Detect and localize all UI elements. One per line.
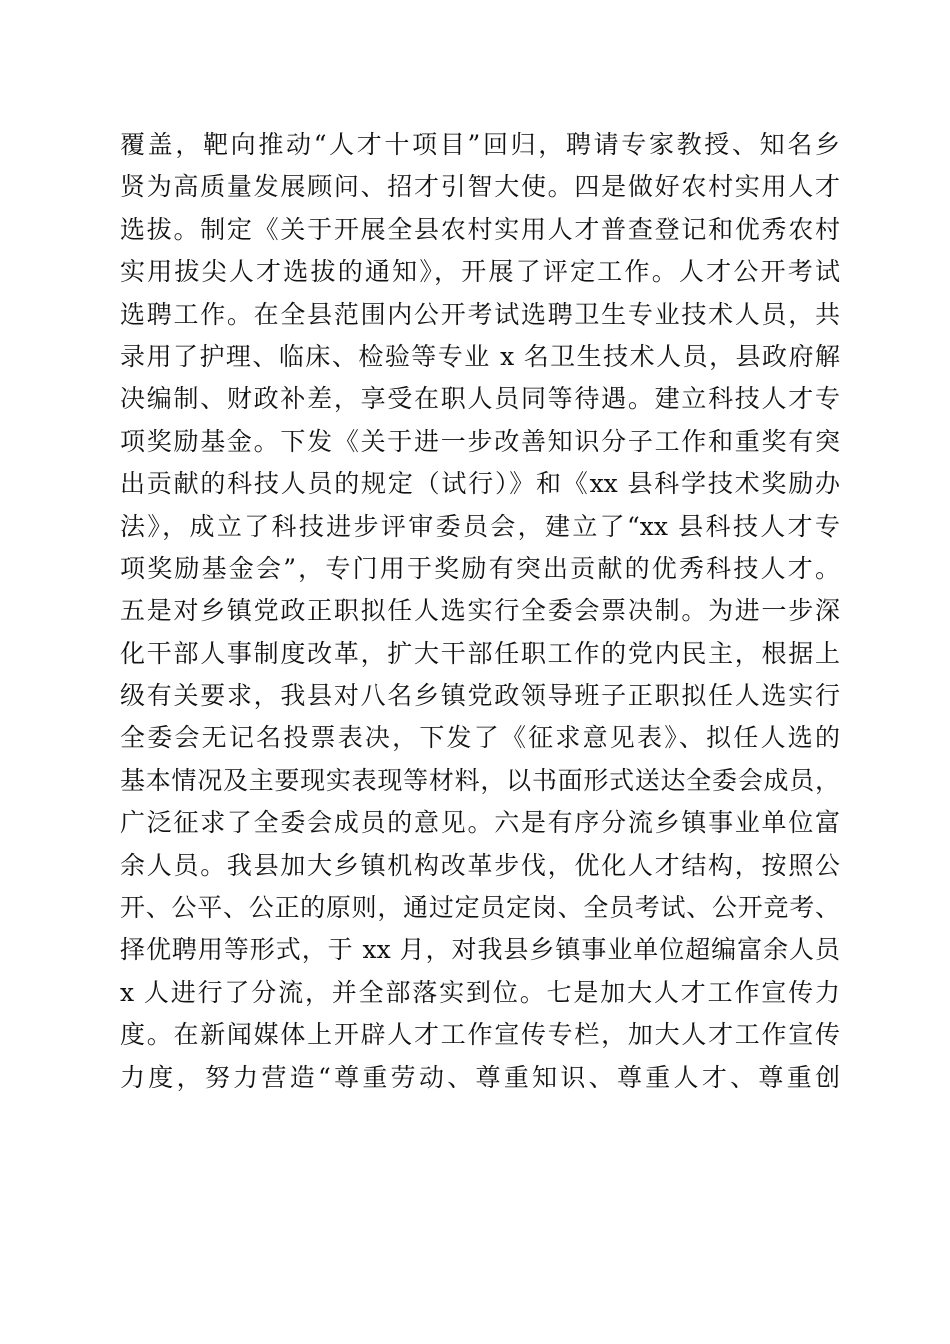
text-line: 开、公平、公正的原则，通过定员定岗、全员考试、公开竞考、	[120, 893, 840, 923]
text-line: 录用了护理、临床、检验等专业 x 名卫生技术人员，县政府解	[120, 341, 840, 371]
text-line: 出贡献的科技人员的规定（试行）》和《xx 县科学技术奖励办	[120, 469, 840, 499]
text-line: 级有关要求，我县对八名乡镇党政领导班子正职拟任人选实行	[120, 681, 840, 711]
text-line: 决编制、财政补差，享受在职人员同等待遇。建立科技人才专	[120, 384, 840, 414]
body-text	[120, 124, 840, 1099]
text-line: 化干部人事制度改革，扩大干部任职工作的党内民主，根据上	[120, 638, 840, 668]
text-line: 选拔。制定《关于开展全县农村实用人才普查登记和优秀农村	[120, 214, 840, 244]
text-line: 力度，努力营造“尊重劳动、尊重知识、尊重人才、尊重创	[120, 1062, 840, 1092]
text-line: 项奖励基金。下发《关于进一步改善知识分子工作和重奖有突	[120, 426, 840, 456]
text-line: 覆盖，靶向推动“人才十项目”回归，聘请专家教授、知名乡	[120, 130, 840, 159]
text-line: 度。在新闻媒体上开辟人才工作宣传专栏，加大人才工作宣传	[120, 1020, 840, 1050]
text-line: 择优聘用等形式，于 xx 月，对我县乡镇事业单位超编富余人员	[120, 935, 840, 965]
text-line: 余人员。我县加大乡镇机构改革步伐，优化人才结构，按照公	[120, 850, 840, 880]
text-line: 贤为高质量发展顾问、招才引智大使。四是做好农村实用人才	[120, 172, 840, 202]
text-line: 五是对乡镇党政正职拟任人选实行全委会票决制。为进一步深	[120, 596, 840, 626]
text-line: 项奖励基金会”，专门用于奖励有突出贡献的优秀科技人才。	[120, 553, 840, 583]
text-line: 法》，成立了科技进步评审委员会，建立了“xx 县科技人才专	[120, 511, 840, 541]
text-line: 全委会无记名投票表决，下发了《征求意见表》、拟任人选的	[120, 723, 840, 753]
text-line: 选聘工作。在全县范围内公开考试选聘卫生专业技术人员，共	[120, 299, 840, 329]
text-line: 基本情况及主要现实表现等材料，以书面形式送达全委会成员，	[120, 765, 840, 795]
text-line: 实用拔尖人才选拔的通知》，开展了评定工作。人才公开考试	[120, 257, 840, 287]
text-line: x 人进行了分流，并全部落实到位。七是加大人才工作宣传力	[120, 977, 840, 1007]
text-line: 广泛征求了全委会成员的意见。六是有序分流乡镇事业单位富	[120, 808, 840, 838]
